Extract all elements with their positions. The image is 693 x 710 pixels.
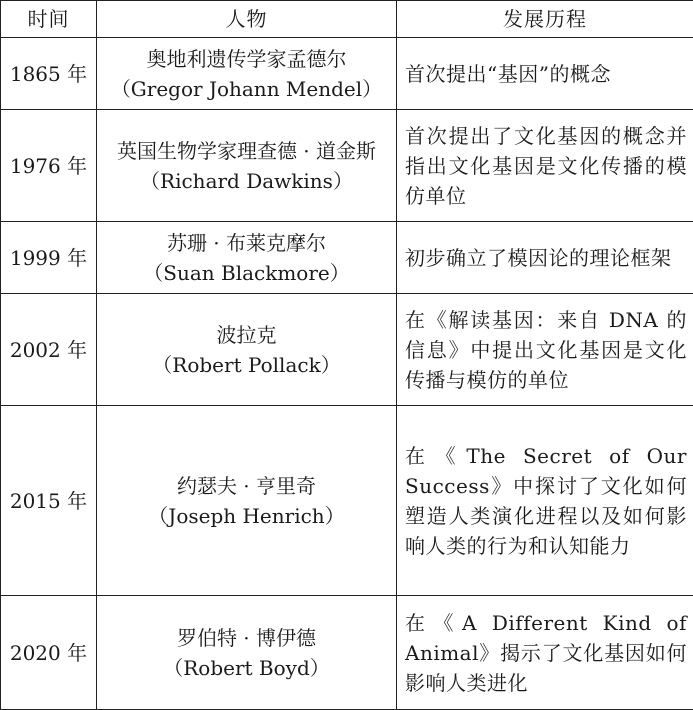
development-cell: 在《解读基因：来自 DNA 的信息》中提出文化基因是文化传播与模仿的单位 (397, 294, 693, 406)
development-cell: 初步确立了模因论的理论框架 (397, 222, 693, 294)
person-name-cn: 约瑟夫 · 亨里奇 (97, 471, 396, 501)
table-row (1, 406, 693, 596)
person-name-cn: 罗伯特 · 博伊德 (97, 623, 396, 653)
year-cell: 1976 年 (1, 110, 97, 222)
year-cell: 2020 年 (1, 596, 97, 710)
development-cell: 在《The Secret of Our Success》中探讨了文化如何塑造人类演化进程以及如何影响人类的行为和认知能力 (397, 406, 693, 596)
person-cell (97, 110, 397, 222)
person-cell (97, 222, 397, 294)
person-cell (97, 406, 397, 596)
table-row (1, 38, 693, 110)
table-row (1, 110, 693, 222)
person-cell (97, 596, 397, 710)
person-name-cn: 英国生物学家理查德 · 道金斯 (97, 136, 396, 166)
person-cell (97, 294, 397, 406)
person-cell (97, 38, 397, 110)
development-cell: 首次提出“基因”的概念 (397, 38, 693, 110)
header-person: 人物 (97, 1, 397, 38)
table-row (1, 596, 693, 710)
table-row (1, 294, 693, 406)
year-cell: 1999 年 (1, 222, 97, 294)
person-name-cn: 波拉克 (97, 320, 396, 350)
year-cell: 2002 年 (1, 294, 97, 406)
table-header-row (1, 1, 693, 38)
year-cell: 1865 年 (1, 38, 97, 110)
person-name-en: （Suan Blackmore） (97, 258, 396, 288)
year-cell: 2015 年 (1, 406, 97, 596)
person-name-cn: 奥地利遗传学家孟德尔 (97, 44, 396, 74)
header-development: 发展历程 (397, 1, 693, 38)
person-name-en: （Gregor Johann Mendel） (97, 74, 396, 104)
person-name-en: （Joseph Henrich） (97, 501, 396, 531)
person-name-en: （Robert Pollack） (97, 350, 396, 380)
person-name-en: （Richard Dawkins） (97, 166, 396, 196)
person-name-en: （Robert Boyd） (97, 653, 396, 683)
header-time: 时间 (1, 1, 97, 38)
development-cell: 在《A Different Kind of Animal》揭示了文化基因如何影响人类进化 (397, 596, 693, 710)
table-row (1, 222, 693, 294)
development-cell: 首次提出了文化基因的概念并指出文化基因是文化传播的模仿单位 (397, 110, 693, 222)
person-name-cn: 苏珊 · 布莱克摩尔 (97, 228, 396, 258)
